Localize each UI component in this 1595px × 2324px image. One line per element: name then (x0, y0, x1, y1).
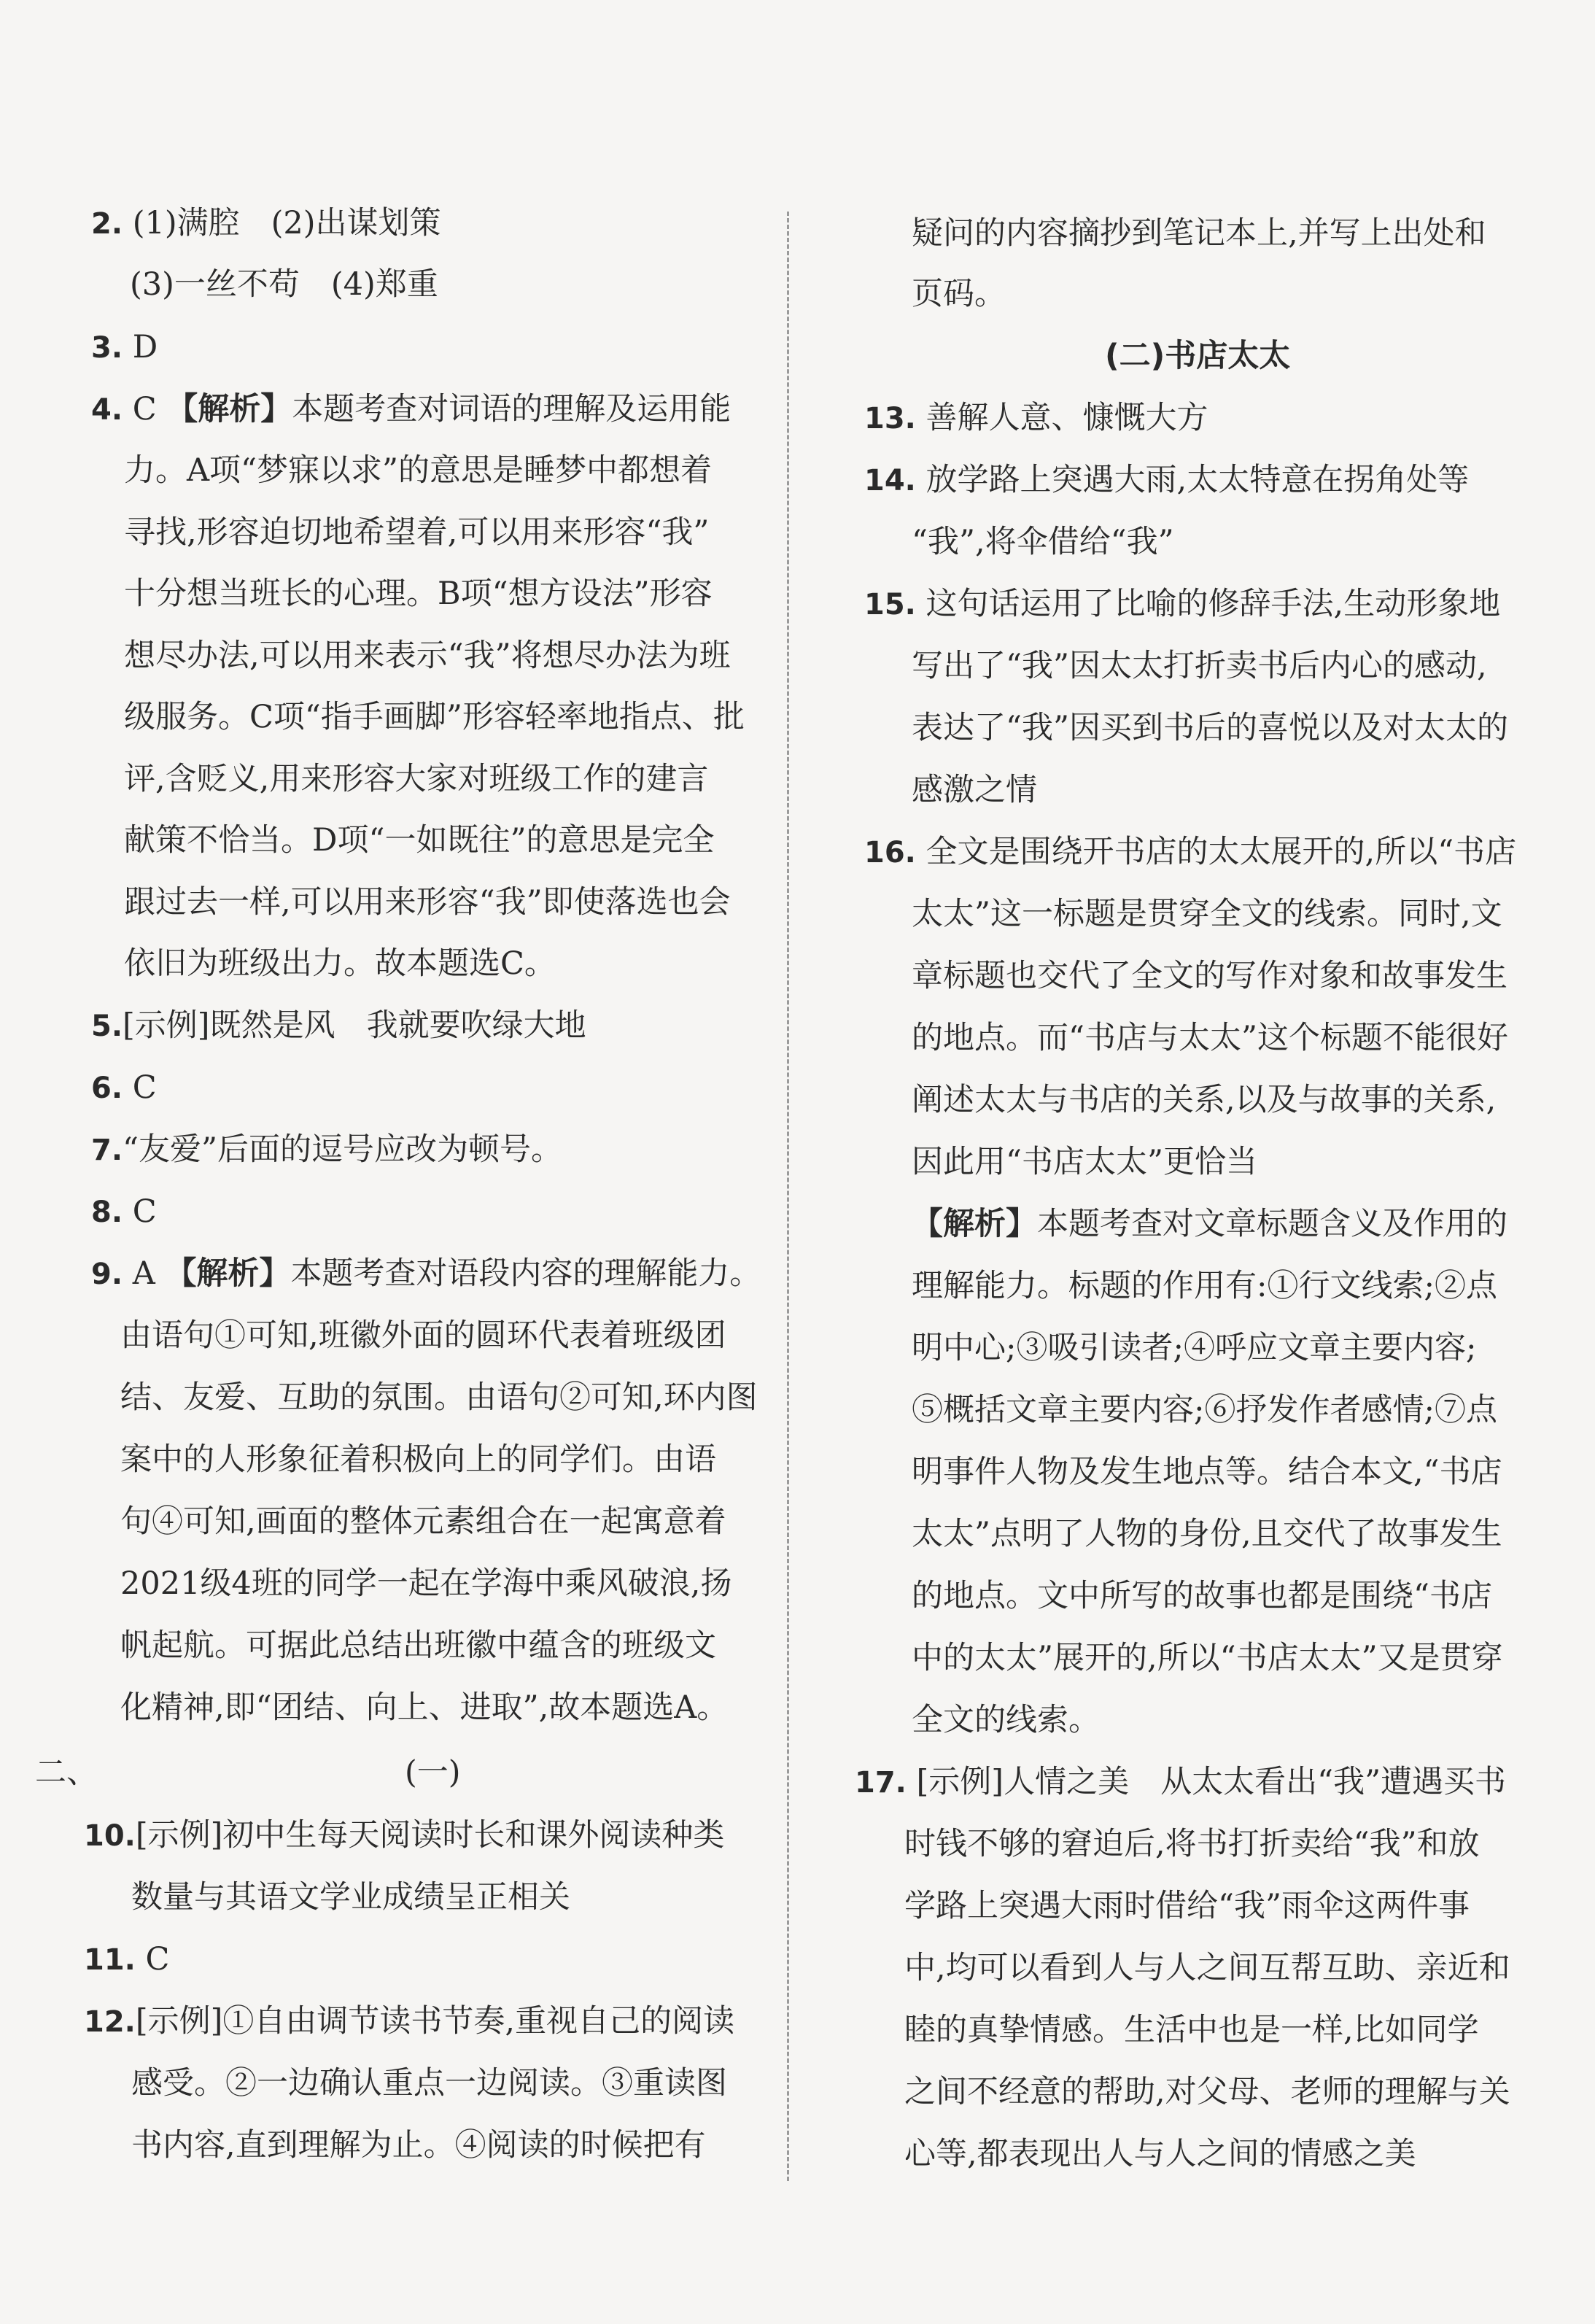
q16-analysis-line: 明中心;③吸引读者;④呼应文章主要内容; (912, 1330, 1477, 1366)
q4-analysis-tag: 【解析】 (166, 391, 292, 427)
q9-line: 结、友爱、互助的氛围。由语句②可知,环内图 (120, 1379, 758, 1416)
q6-line (91, 1066, 157, 1109)
q2-line-1 (91, 201, 441, 245)
q16-analysis-line: 明事件人物及发生地点等。结合本文,“书店 (912, 1454, 1502, 1490)
q4-line: 跟过去一样,可以用来形容“我”即使落选也会 (124, 884, 731, 921)
q4-answer: C (132, 391, 157, 427)
q11-number: 11. (84, 1943, 136, 1977)
q9-line: 化精神,即“团结、向上、进取”,故本题选A。 (120, 1689, 729, 1726)
q14-text-1: 放学路上突遇大雨,太太特意在拐角处等 (925, 462, 1470, 498)
q13-line (864, 396, 1208, 440)
q17-line: 中,均可以看到人与人之间互帮互助、亲近和 (904, 1950, 1510, 1986)
q12-continued-line: 页码。 (912, 276, 1006, 312)
q4-text-first: 本题考查对词语的理解及运用能 (292, 391, 731, 427)
q12-line: 书内容,直到理解为止。④阅读的时候把有 (131, 2127, 706, 2164)
q16-analysis-first: 本题考查对文章标题含义及作用的 (1037, 1206, 1507, 1242)
q10-number: 10. (84, 1819, 136, 1853)
q9-line: 帆起航。可据此总结出班徽中蕴含的班级文 (120, 1627, 716, 1664)
q11-line (84, 1937, 169, 1981)
q7-line (91, 1128, 562, 1171)
section-title-bookstore: (二)书店太太 (1105, 338, 1291, 374)
q16-analysis-line: 的地点。文中所写的故事也都是围绕“书店 (912, 1578, 1492, 1614)
part-two-subsection: (一) (405, 1754, 461, 1791)
q9-line: 由语句①可知,班徽外面的圆环代表着班级团 (120, 1317, 726, 1354)
q5-line (91, 1004, 586, 1047)
q2-number: 2. (91, 207, 123, 241)
q12-line: 感受。②一边确认重点一边阅读。③重读图 (131, 2065, 727, 2102)
q16-analysis-line: 太太”点明了人物的身份,且交代了故事发生 (912, 1516, 1502, 1552)
q11-text: C (145, 1941, 170, 1978)
q4-line: 寻找,形容迫切地希望着,可以用来形容“我” (124, 514, 710, 551)
q8-text: C (132, 1193, 157, 1230)
q4-line: 评,含贬义,用来形容大家对班级工作的建言 (124, 761, 709, 797)
q16-analysis-tag: 【解析】 (912, 1206, 1037, 1242)
q16-text-1: 全文是围绕开书店的太太展开的,所以“书店 (925, 834, 1517, 870)
q14-line: “我”,将伞借给“我” (912, 524, 1174, 560)
q15-text-1: 这句话运用了比喻的修辞手法,生动形象地 (925, 586, 1501, 622)
q16-analysis-line: ⑤概括文章主要内容;⑥抒发作者感情;⑦点 (912, 1392, 1497, 1428)
q17-line: 时钱不够的窘迫后,将书打折卖给“我”和放 (904, 1826, 1480, 1862)
q9-line: 句④可知,画面的整体元素组合在一起寓意着 (120, 1503, 726, 1540)
q4-line: 献策不恰当。D项“一如既往”的意思是完全 (124, 822, 715, 859)
q15-line: 表达了“我”因买到书后的喜悦以及对太太的 (912, 710, 1508, 746)
q7-text: “友爱”后面的逗号应改为顿号。 (123, 1131, 562, 1168)
q3-number: 3. (91, 331, 123, 365)
q15-line: 感激之情 (912, 772, 1037, 808)
q16-line: 太太”这一标题是贯穿全文的线索。同时,文 (912, 896, 1502, 932)
q3-line (91, 325, 158, 369)
q17-line: 之间不经意的帮助,对父母、老师的理解与关 (904, 2074, 1510, 2110)
q17-line: 心等,都表现出人与人之间的情感之美 (904, 2136, 1416, 2172)
q16-analysis-line: 理解能力。标题的作用有:①行文线索;②点 (912, 1268, 1497, 1304)
q17-text-1: [示例]人情之美 从太太看出“我”遭遇买书 (916, 1764, 1507, 1800)
q6-text: C (132, 1069, 157, 1106)
q16-line: 章标题也交代了全文的写作对象和故事发生 (912, 958, 1507, 994)
q2-line-2: (3)一丝不苟 (4)郑重 (130, 266, 438, 303)
q15-line-1 (864, 582, 1500, 626)
q15-number: 15. (864, 588, 916, 621)
q17-line: 学路上突遇大雨时借给“我”雨伞这两件事 (904, 1888, 1470, 1924)
q5-text: [示例]既然是风 我就要吹绿大地 (123, 1007, 586, 1044)
q7-number: 7. (91, 1134, 123, 1167)
q13-text: 善解人意、慷慨大方 (925, 400, 1208, 436)
q10-line-1 (84, 1813, 724, 1857)
q17-line: 睦的真挚情感。生活中也是一样,比如同学 (904, 2012, 1479, 2048)
q4-line: 依旧为班级出力。故本题选C。 (124, 945, 556, 982)
q14-number: 14. (864, 464, 916, 497)
q9-line-1 (91, 1252, 761, 1295)
q9-text-first: 本题考查对语段内容的理解能力。 (290, 1255, 761, 1292)
q16-line: 因此用“书店太太”更恰当 (912, 1144, 1257, 1180)
q16-analysis-line-1 (912, 1202, 1507, 1246)
q9-answer: A (132, 1255, 155, 1292)
q16-line: 的地点。而“书店与太太”这个标题不能很好 (912, 1020, 1508, 1056)
q12-line-1 (84, 1999, 734, 2043)
q16-line-1 (864, 830, 1516, 874)
q9-analysis-tag: 【解析】 (165, 1255, 291, 1292)
q8-number: 8. (91, 1196, 123, 1229)
column-divider (787, 212, 789, 2181)
q14-line-1 (864, 458, 1469, 502)
q4-line-1 (91, 387, 731, 431)
q9-line: 2021级4班的同学一起在学海中乘风破浪,扬 (120, 1565, 732, 1602)
q16-analysis-line: 中的太太”展开的,所以“书店太太”又是贯穿 (912, 1640, 1503, 1676)
q12-number: 12. (84, 2005, 136, 2039)
q4-line: 力。A项“梦寐以求”的意思是睡梦中都想着 (124, 452, 713, 489)
q17-line-1 (855, 1760, 1506, 1804)
q10-line: 数量与其语文学业成绩呈正相关 (131, 1879, 570, 1916)
q10-text-1: [示例]初中生每天阅读时长和课外阅读种类 (135, 1817, 725, 1854)
q9-line: 案中的人形象征着积极向上的同学们。由语 (120, 1441, 716, 1478)
q4-line: 想尽办法,可以用来表示“我”将想尽办法为班 (124, 638, 731, 674)
q3-text: D (132, 329, 158, 365)
q9-number: 9. (91, 1258, 123, 1291)
q13-number: 13. (864, 402, 916, 435)
q15-line: 写出了“我”因太太打折卖书后内心的感动, (912, 648, 1487, 684)
q2-text-1: (1)满腔 (2)出谋划策 (132, 205, 441, 241)
q5-number: 5. (91, 1010, 123, 1043)
q4-number: 4. (91, 393, 123, 427)
q17-number: 17. (855, 1766, 907, 1800)
q12-text-1: [示例]①自由调节读书节奏,重视自己的阅读 (135, 2003, 735, 2040)
q16-number: 16. (864, 836, 916, 869)
q16-analysis-line: 全文的线索。 (912, 1702, 1100, 1738)
q8-line (91, 1190, 157, 1233)
q4-line: 级服务。C项“指手画脚”形容轻率地指点、批 (124, 699, 745, 735)
q6-number: 6. (91, 1072, 123, 1105)
q16-line: 阐述太太与书店的关系,以及与故事的关系, (912, 1082, 1497, 1118)
q4-line: 十分想当班长的心理。B项“想方设法”形容 (124, 576, 713, 612)
q12-continued-line: 疑问的内容摘抄到笔记本上,并写上出处和 (912, 215, 1486, 252)
part-two-label: 二、 (35, 1754, 98, 1791)
